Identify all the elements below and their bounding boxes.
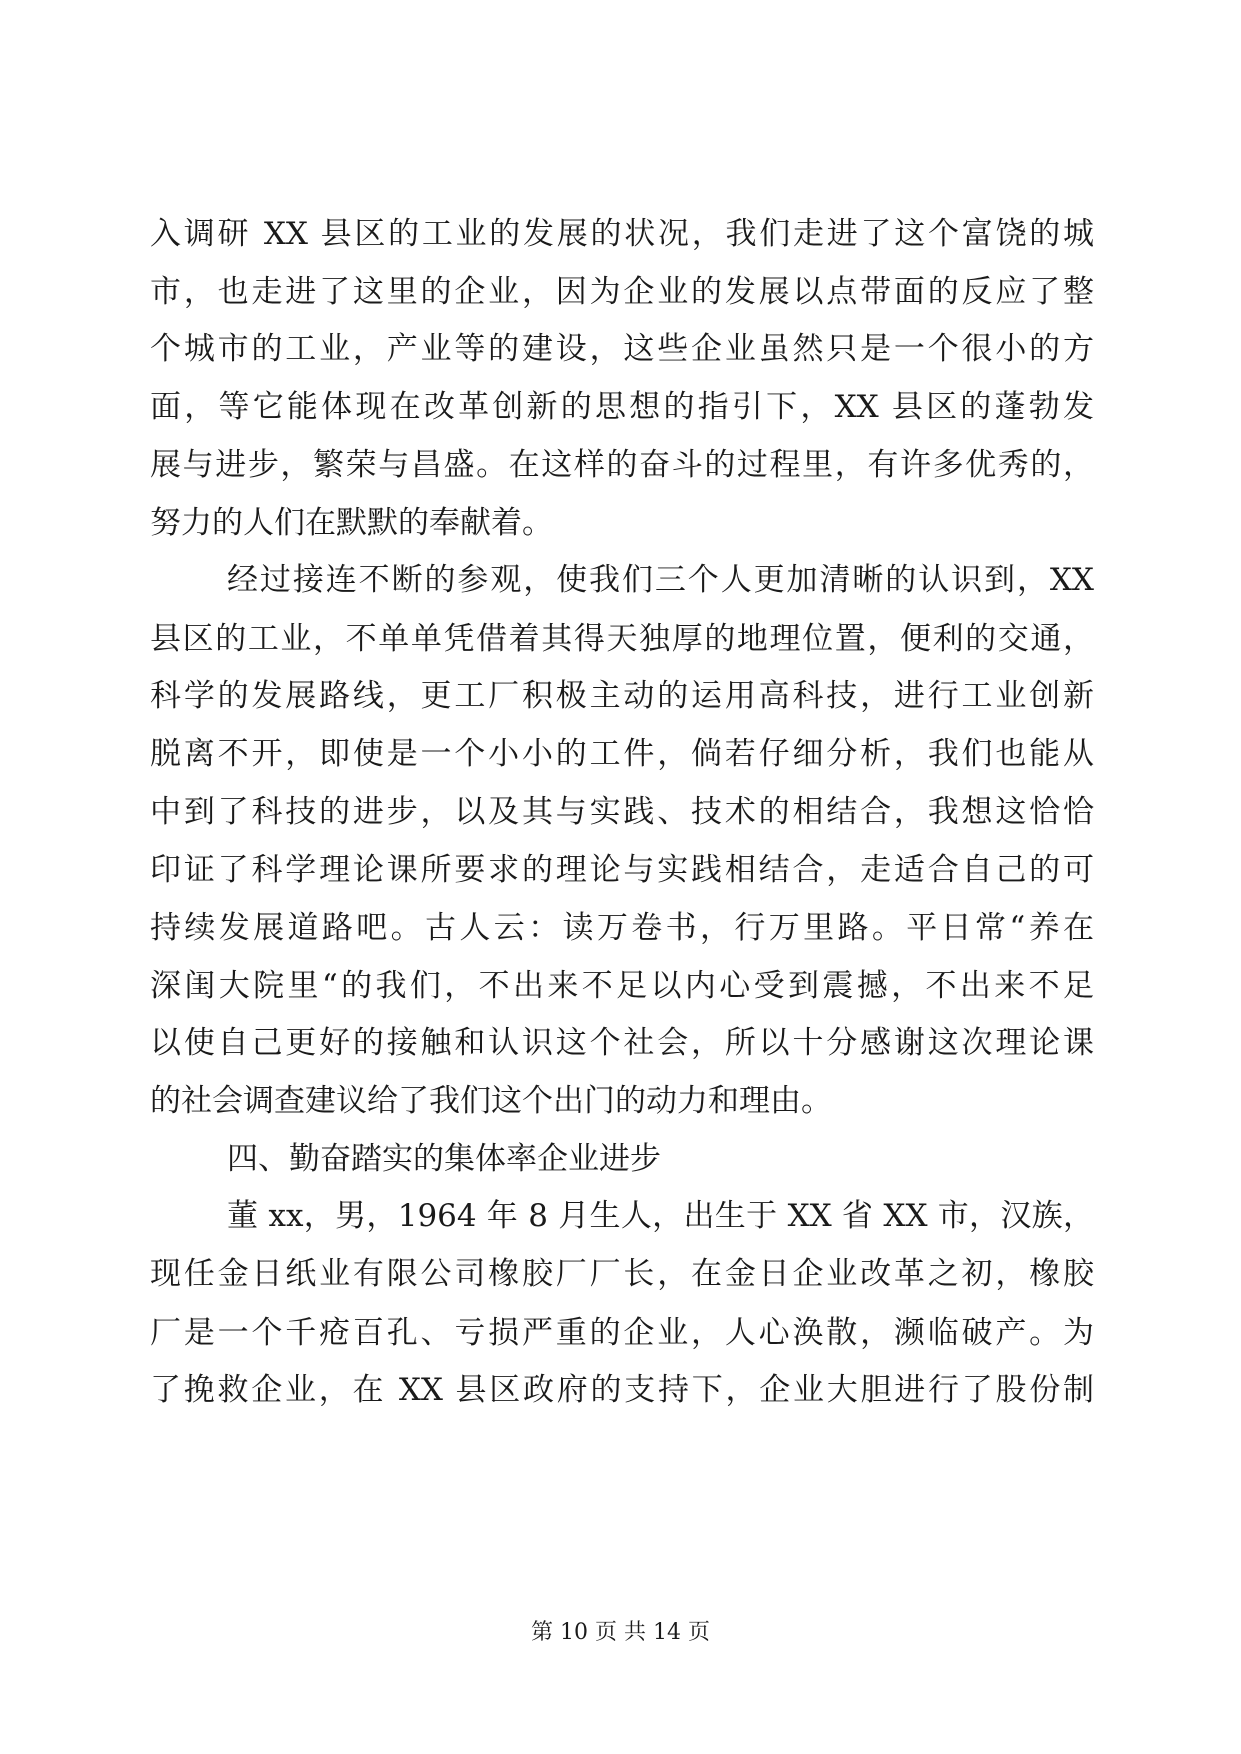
text-line: 经过接连不断的参观，使我们三个人更加清晰的认识到，XX [227, 562, 1094, 598]
text-line: 科学的发展路线，更工厂积极主动的运用高科技，进行工业创新 [150, 678, 1094, 714]
text-line: 董 xx，男，1964 年 8 月生人，出生于 XX 省 XX 市，汉族， [227, 1198, 1094, 1234]
text-line: 厂是一个千疮百孔、亏损严重的企业，人心涣散，濒临破产。为 [150, 1315, 1094, 1351]
text-line: 印证了科学理论课所要求的理论与实践相结合，走适合自己的可 [150, 852, 1094, 888]
text-line: 的社会调查建议给了我们这个出门的动力和理由。 [150, 1083, 832, 1119]
text-line: 持续发展道路吧。古人云：读万卷书，行万里路。平日常“养在 [150, 910, 1094, 946]
text-line: 了挽救企业，在 XX 县区政府的支持下，企业大胆进行了股份制 [150, 1372, 1094, 1408]
text-line: 深闺大院里“的我们，不出来不足以内心受到震撼，不出来不足 [150, 968, 1094, 1004]
text-line: 现任金日纸业有限公司橡胶厂厂长，在金日企业改革之初，橡胶 [150, 1256, 1094, 1292]
page-footer: 第 10 页 共 14 页 [531, 1620, 710, 1645]
text-line: 中到了科技的进步，以及其与实践、技术的相结合，我想这恰恰 [150, 794, 1094, 830]
text-line: 个城市的工业，产业等的建设，这些企业虽然只是一个很小的方 [150, 331, 1094, 367]
text-line: 努力的人们在默默的奉献着。 [150, 505, 553, 541]
text-line: 脱离不开，即使是一个小小的工件，倘若仔细分析，我们也能从 [150, 736, 1094, 772]
text-line: 入调研 XX 县区的工业的发展的状况，我们走进了这个富饶的城 [150, 216, 1094, 252]
text-line: 展与进步，繁荣与昌盛。在这样的奋斗的过程里，有许多优秀的， [150, 447, 1094, 483]
text-line: 以使自己更好的接触和认识这个社会，所以十分感谢这次理论课 [150, 1025, 1094, 1061]
text-line: 四、勤奋踏实的集体率企业进步 [227, 1141, 661, 1177]
text-line: 县区的工业，不单单凭借着其得天独厚的地理位置，便利的交通， [150, 621, 1094, 657]
text-line: 市，也走进了这里的企业，因为企业的发展以点带面的反应了整 [150, 274, 1094, 310]
text-line: 面，等它能体现在改革创新的思想的指引下，XX 县区的蓬勃发 [150, 389, 1094, 425]
